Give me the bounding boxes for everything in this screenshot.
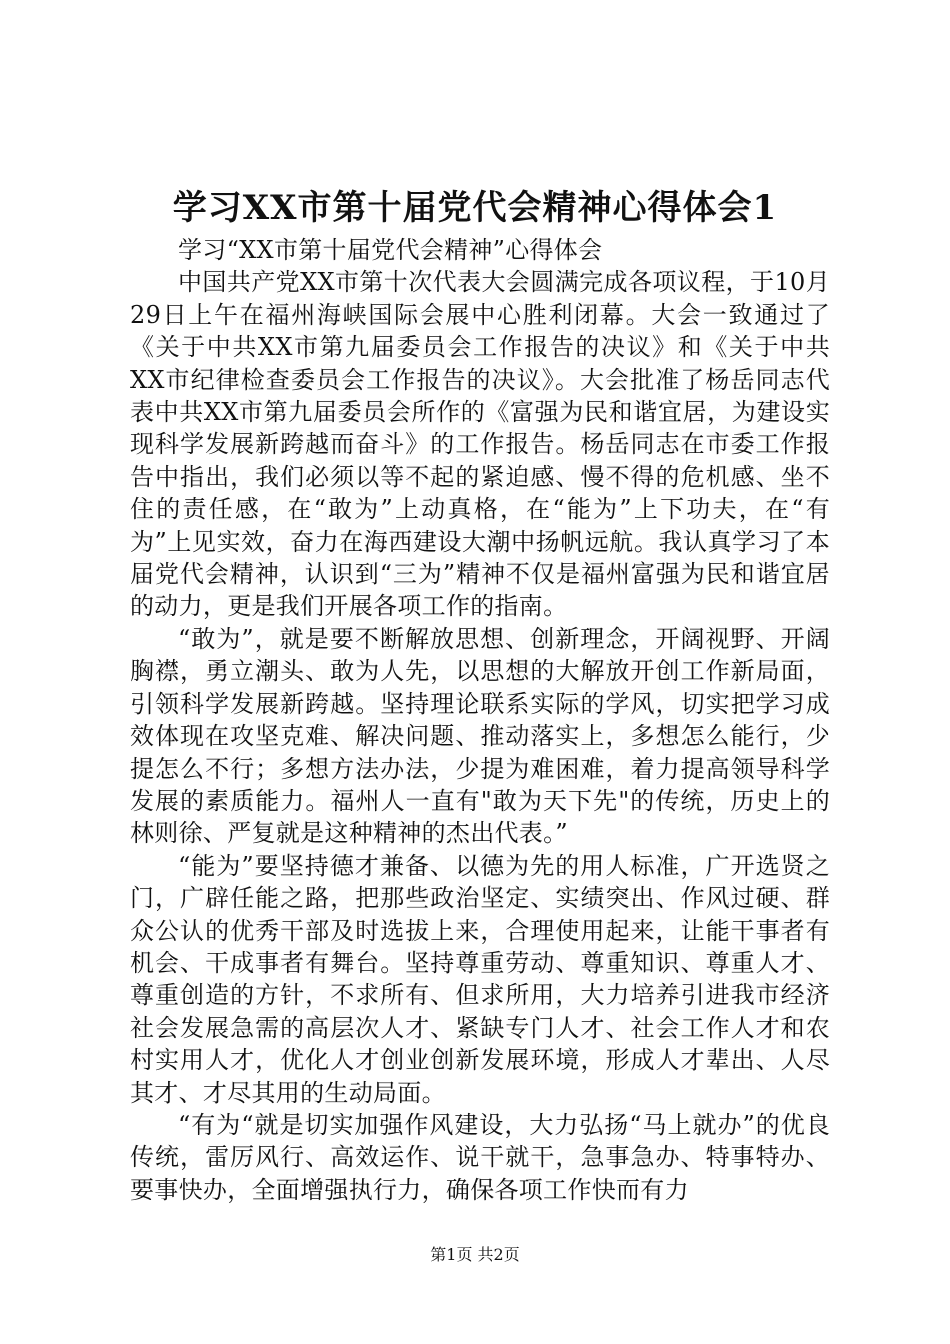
subtitle-paragraph: 学习“XX市第十届党代会精神”心得体会 (178, 236, 603, 264)
body-paragraph: 中国共产党XX市第十次代表大会圆满完成各项议程，于10月29日上午在福州海峡国际会展中心胜利闭幕。大会一致通过了《关于中共XX市第九届委员会工作报告的决议》和《关于中共XX市纪律检查委员会工作报告的决议》。大会批准了杨岳同志代表中共XX市第九届委员会所作的《富强为民和谐宜居，为建设实现科学发展新跨越而奋斗》的工作报告。杨岳同志在市委工作报告中指出，我们必须以等不起的紧迫感、慢不得的危机感、坐不住的责任感，在“敢为”上动真格，在“能为”上下功夫，在“有为”上见实效，奋力在海西建设大潮中扬帆远航。我认真学习了本届党代会精神，认识到“三为”精神不仅是福州富强为民和谐宜居的动力，更是我们开展各项工作的指南。 (130, 268, 830, 621)
page-footer: 第1页 共2页 (430, 1245, 520, 1264)
body-paragraph: “敢为”，就是要不断解放思想、创新理念，开阔视野、开阔胸襟，勇立潮头、敢为人先，以思想的大解放开创工作新局面，引领科学发展新跨越。坚持理论联系实际的学风，切实把学习成效体现在攻坚克难、解决问题、推动落实上，多想怎么能行，少提怎么不行；多想方法办法，少提为难困难，着力提高领导科学发展的素质能力。福州人一直有"敢为天下先"的传统，历史上的林则徐、严复就是这种精神的杰出代表。” (130, 624, 830, 848)
body-paragraph: “能为”要坚持德才兼备、以德为先的用人标准，广开选贤之门，广辟任能之路，把那些政治坚定、实绩突出、作风过硬、群众公认的优秀干部及时选拔上来，合理使用起来，让能干事者有机会、干成事者有舞台。坚持尊重劳动、尊重知识、尊重人才、尊重创造的方针，不求所有、但求所用，大力培养引进我市经济社会发展急需的高层次人才、紧缺专门人才、社会工作人才和农村实用人才，优化人才创业创新发展环境，形成人才辈出、人尽其才、才尽其用的生动局面。 (130, 851, 830, 1107)
document-body (130, 234, 830, 1206)
document-title: 学习XX市第十届党代会精神心得体会1 (172, 188, 778, 228)
body-paragraph: “有为“就是切实加强作风建设，大力弘扬“马上就办”的优良传统，雷厉风行、高效运作、说干就干，急事急办、特事特办、要事快办，全面增强执行力，确保各项工作快而有力 (130, 1110, 830, 1204)
